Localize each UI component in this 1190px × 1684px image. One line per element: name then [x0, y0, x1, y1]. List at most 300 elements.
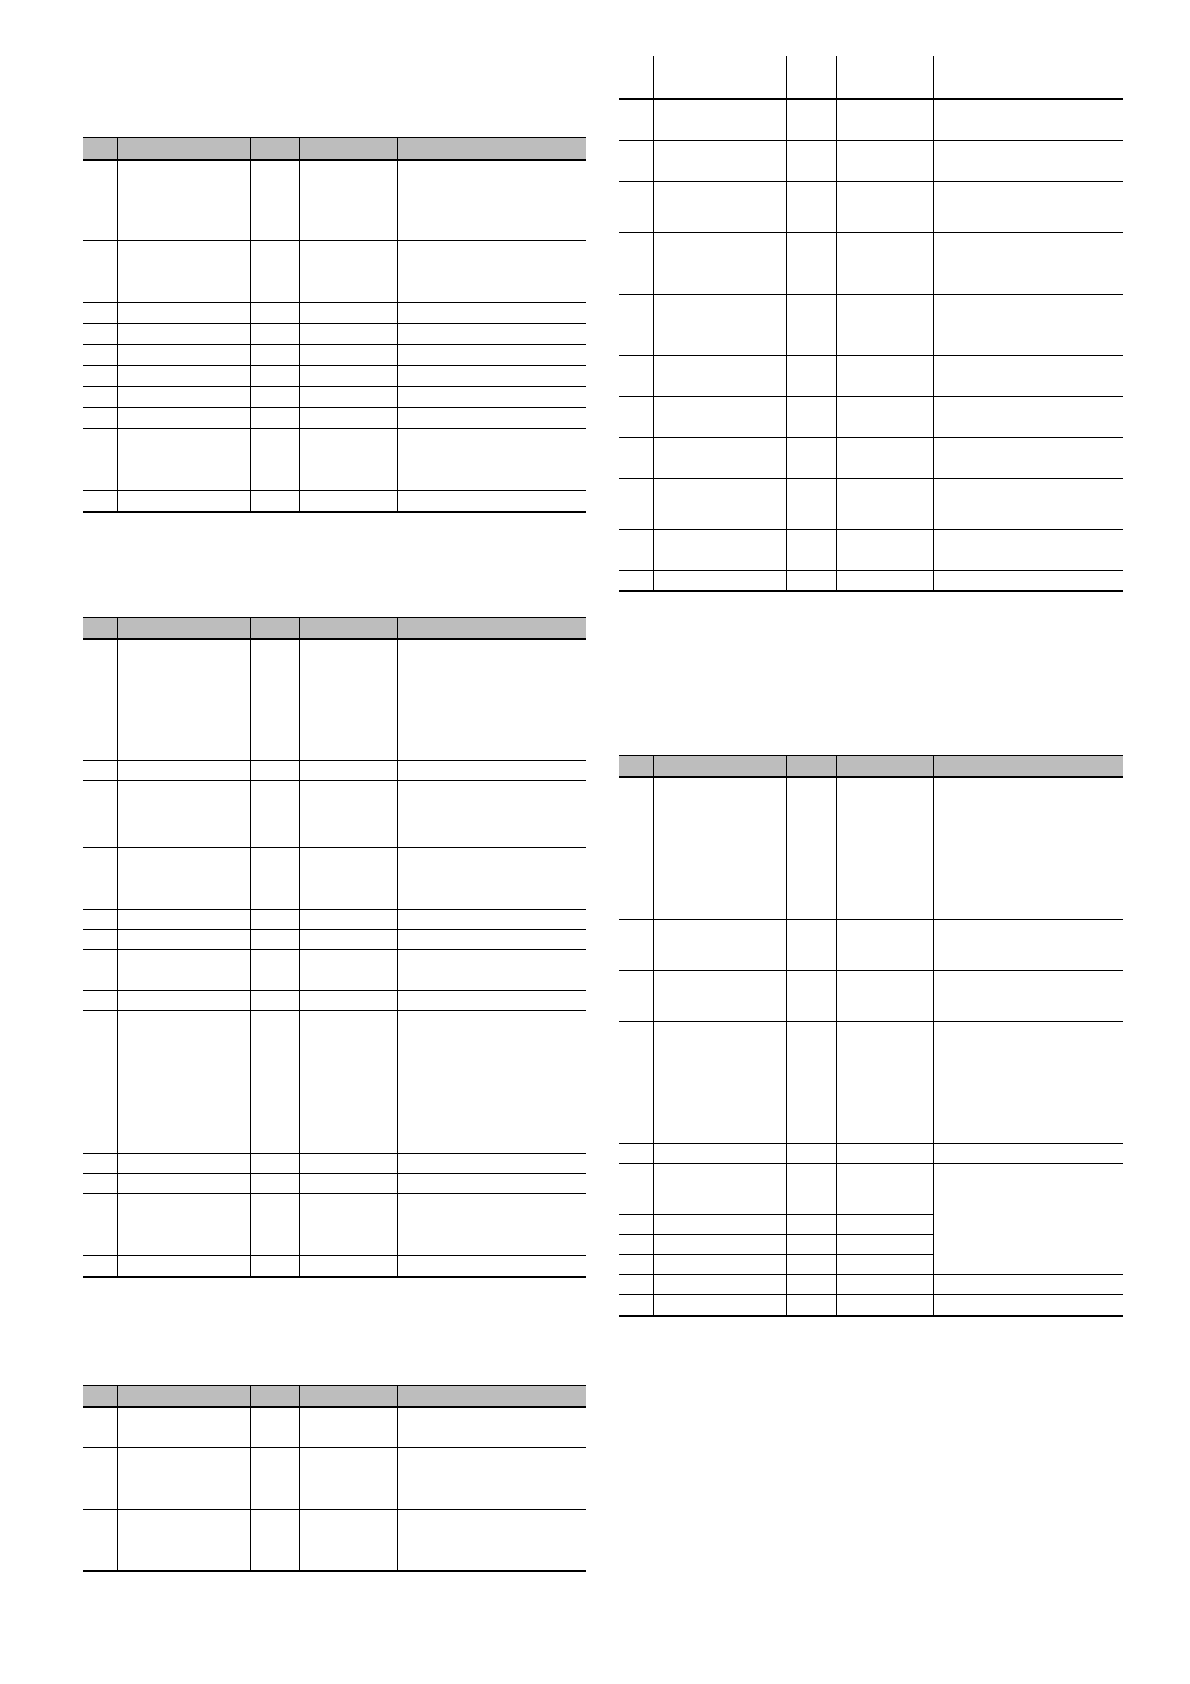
table-cell: [83, 160, 117, 241]
header-cell: [117, 1386, 250, 1407]
header-cell: [83, 618, 117, 639]
table-cell: [397, 345, 586, 366]
table-header-row: [83, 1386, 586, 1407]
table-cell: [933, 920, 1123, 971]
table-row: [83, 491, 586, 512]
table-cell: [299, 241, 397, 303]
table-cell: [619, 355, 653, 396]
table-cell: [836, 99, 933, 140]
table-cell: [619, 1295, 653, 1316]
table-row: [83, 387, 586, 408]
table-5: [619, 755, 1123, 1317]
table-cell: [117, 1510, 250, 1571]
table-cell: [83, 950, 117, 991]
table-cell: [619, 1275, 653, 1295]
table-cell: [619, 1164, 653, 1215]
table-row: [619, 920, 1123, 971]
table-cell: [619, 232, 653, 294]
table-cell: [397, 930, 586, 950]
table-cell: [836, 396, 933, 437]
table-cell: [933, 1144, 1123, 1164]
table-cell: [836, 1022, 933, 1144]
table-row: [83, 1154, 586, 1174]
table-cell: [117, 1194, 250, 1256]
table-cell: [933, 1022, 1123, 1144]
table-cell: [836, 56, 933, 98]
table-cell: [786, 1255, 836, 1275]
table-cell: [786, 140, 836, 181]
table-cell: [250, 408, 299, 429]
header-cell: [117, 618, 250, 639]
table-cell: [836, 777, 933, 920]
table-cell: [933, 355, 1123, 396]
table-cell: [397, 408, 586, 429]
table-cell: [83, 639, 117, 761]
table-cell: [786, 1164, 836, 1215]
table-row: [619, 437, 1123, 478]
table-cell: [836, 1164, 933, 1215]
table-cell: [397, 639, 586, 761]
table-1: [83, 137, 586, 513]
table-cell: [786, 971, 836, 1022]
table-cell: [653, 294, 786, 355]
table-row: [83, 761, 586, 781]
table-cell: [836, 920, 933, 971]
table-row: [83, 429, 586, 491]
table-cell: [836, 1255, 933, 1275]
table-cell: [117, 1174, 250, 1194]
table-cell: [117, 408, 250, 429]
table-cell: [83, 1510, 117, 1571]
table-cell: [836, 232, 933, 294]
table-row: [83, 930, 586, 950]
header-cell: [83, 138, 117, 160]
table-cell: [250, 160, 299, 241]
table-cell: [933, 478, 1123, 529]
table-cell: [619, 140, 653, 181]
table-cell: [619, 1215, 653, 1235]
table-cell: [786, 437, 836, 478]
table-2: [83, 617, 586, 1278]
table-cell: [250, 1174, 299, 1194]
table-cell: [299, 1407, 397, 1448]
table-cell: [117, 1011, 250, 1154]
table-cell: [299, 1174, 397, 1194]
table-row: [619, 355, 1123, 396]
table-cell: [299, 950, 397, 991]
table-cell: [250, 1256, 299, 1277]
table-cell: [83, 781, 117, 848]
table-cell: [786, 181, 836, 232]
table-cell: [397, 1194, 586, 1256]
table-cell: [299, 991, 397, 1011]
table-cell: [250, 761, 299, 781]
table-cell: [299, 1448, 397, 1510]
table-cell: [786, 529, 836, 570]
table-cell: [299, 1154, 397, 1174]
table-cell: [117, 324, 250, 345]
table-cell: [117, 781, 250, 848]
table-cell: [933, 529, 1123, 570]
header-cell: [299, 138, 397, 160]
table-cell: [619, 396, 653, 437]
table-row: [83, 345, 586, 366]
table-row: [83, 303, 586, 324]
table-cell: [836, 1275, 933, 1295]
table-4: [619, 56, 1123, 592]
table-cell: [83, 387, 117, 408]
table-cell: [250, 950, 299, 991]
table-cell: [619, 1144, 653, 1164]
table-cell: [653, 971, 786, 1022]
table-cell: [83, 910, 117, 930]
table-cell: [786, 1022, 836, 1144]
table-cell: [786, 570, 836, 591]
table-cell: [786, 777, 836, 920]
table-cell: [933, 777, 1123, 920]
table-row: [619, 232, 1123, 294]
table-row: [83, 1011, 586, 1154]
table-cell: [653, 437, 786, 478]
table-header-row: [83, 618, 586, 639]
table-cell: [397, 160, 586, 241]
header-cell: [397, 138, 586, 160]
table-cell: [83, 303, 117, 324]
table-cell: [653, 570, 786, 591]
table-cell: [117, 930, 250, 950]
header-cell: [83, 1386, 117, 1407]
table-cell: [836, 1144, 933, 1164]
table-cell: [786, 478, 836, 529]
table-cell: [83, 1154, 117, 1174]
table-cell: [397, 491, 586, 512]
header-cell: [786, 756, 836, 777]
table-cell: [397, 366, 586, 387]
table-cell: [653, 56, 786, 98]
table-cell: [653, 99, 786, 140]
table-row: [83, 241, 586, 303]
table-cell: [653, 1164, 786, 1215]
table-cell: [299, 324, 397, 345]
table-cell: [83, 429, 117, 491]
table-cell: [786, 56, 836, 98]
table-cell: [83, 1174, 117, 1194]
table-row: [619, 1295, 1123, 1316]
table-cell: [619, 1022, 653, 1144]
table-cell: [250, 303, 299, 324]
table-cell: [836, 529, 933, 570]
table-cell: [397, 1154, 586, 1174]
table-cell: [83, 1256, 117, 1277]
table-cell: [299, 848, 397, 910]
table-row: [619, 56, 1123, 98]
table-row: [619, 529, 1123, 570]
table-cell: [250, 848, 299, 910]
table-cell: [250, 1154, 299, 1174]
table-cell: [299, 1510, 397, 1571]
table-cell: [250, 324, 299, 345]
table-cell: [397, 991, 586, 1011]
table-cell: [83, 1407, 117, 1448]
table-cell: [397, 303, 586, 324]
table-row: [619, 181, 1123, 232]
table-cell: [836, 355, 933, 396]
table-cell: [619, 971, 653, 1022]
table-cell: [836, 478, 933, 529]
table-cell: [397, 429, 586, 491]
header-cell: [250, 618, 299, 639]
table-cell: [250, 639, 299, 761]
table-cell: [299, 429, 397, 491]
table-cell: [653, 1295, 786, 1316]
header-cell: [250, 1386, 299, 1407]
table-cell: [299, 408, 397, 429]
table-cell: [250, 366, 299, 387]
table-cell: [83, 848, 117, 910]
table-cell: [836, 1235, 933, 1255]
table-cell: [653, 1235, 786, 1255]
header-cell: [619, 756, 653, 777]
header-cell: [653, 756, 786, 777]
table-cell: [299, 1011, 397, 1154]
table-cell: [117, 160, 250, 241]
table-cell: [83, 324, 117, 345]
table-cell: [83, 345, 117, 366]
table-cell: [786, 294, 836, 355]
table-cell: [933, 294, 1123, 355]
table-row: [619, 1275, 1123, 1295]
table-cell: [397, 761, 586, 781]
table-3: [83, 1385, 586, 1572]
header-cell: [397, 1386, 586, 1407]
table-cell: [250, 1011, 299, 1154]
table-cell: [397, 781, 586, 848]
table-cell: [250, 345, 299, 366]
table-row: [619, 478, 1123, 529]
header-cell: [117, 138, 250, 160]
table-cell: [117, 761, 250, 781]
table-row: [619, 570, 1123, 591]
table-cell: [397, 387, 586, 408]
table-cell: [619, 570, 653, 591]
table-cell: [619, 181, 653, 232]
table-cell: [653, 920, 786, 971]
header-cell: [397, 618, 586, 639]
table-cell: [786, 920, 836, 971]
header-cell: [250, 138, 299, 160]
table-cell: [397, 848, 586, 910]
table-cell: [250, 1407, 299, 1448]
table-cell: [836, 437, 933, 478]
table-cell: [397, 324, 586, 345]
table-cell: [83, 1448, 117, 1510]
table-cell: [299, 387, 397, 408]
table-cell: [250, 387, 299, 408]
table-cell: [299, 303, 397, 324]
table-cell: [933, 1295, 1123, 1316]
table-cell: [653, 232, 786, 294]
table-row: [619, 1164, 1123, 1215]
table-cell: [397, 1256, 586, 1277]
table-row: [83, 991, 586, 1011]
table-row: [83, 324, 586, 345]
table-row: [619, 396, 1123, 437]
table-cell: [250, 1510, 299, 1571]
table-cell: [786, 396, 836, 437]
table-cell: [619, 56, 653, 98]
table-cell: [653, 1255, 786, 1275]
table-cell: [397, 1011, 586, 1154]
table-cell: [117, 387, 250, 408]
table-cell: [786, 1275, 836, 1295]
table-row: [83, 1407, 586, 1448]
table-row: [83, 848, 586, 910]
header-cell: [836, 756, 933, 777]
table-row: [83, 639, 586, 761]
table-cell: [933, 570, 1123, 591]
table-row: [83, 1194, 586, 1256]
table-row: [83, 781, 586, 848]
table-cell: [299, 345, 397, 366]
table-cell: [250, 491, 299, 512]
table-cell: [653, 396, 786, 437]
table-cell: [250, 1448, 299, 1510]
table-cell: [299, 639, 397, 761]
table-cell: [117, 950, 250, 991]
table-header-row: [83, 138, 586, 160]
table-cell: [619, 1235, 653, 1255]
table-cell: [299, 491, 397, 512]
table-cell: [299, 366, 397, 387]
table-cell: [117, 1448, 250, 1510]
table-row: [83, 1174, 586, 1194]
table-cell: [117, 639, 250, 761]
table-cell: [653, 1275, 786, 1295]
table-cell: [250, 781, 299, 848]
table-row: [83, 1256, 586, 1277]
table-cell: [83, 991, 117, 1011]
table-cell: [933, 1164, 1123, 1275]
table-cell: [653, 1144, 786, 1164]
table-cell: [299, 761, 397, 781]
table-cell: [933, 99, 1123, 140]
table-cell: [117, 345, 250, 366]
table-cell: [299, 781, 397, 848]
table-cell: [117, 429, 250, 491]
table-cell: [83, 408, 117, 429]
table-cell: [397, 1174, 586, 1194]
table-cell: [933, 437, 1123, 478]
table-row: [83, 408, 586, 429]
table-cell: [836, 294, 933, 355]
table-cell: [117, 1407, 250, 1448]
table-cell: [397, 1510, 586, 1571]
table-cell: [786, 99, 836, 140]
table-row: [83, 1448, 586, 1510]
table-cell: [250, 991, 299, 1011]
table-cell: [83, 491, 117, 512]
table-cell: [117, 910, 250, 930]
table-row: [83, 366, 586, 387]
table-row: [83, 160, 586, 241]
table-cell: [933, 1275, 1123, 1295]
table-row: [619, 294, 1123, 355]
table-cell: [83, 1011, 117, 1154]
table-cell: [250, 241, 299, 303]
table-cell: [83, 241, 117, 303]
table-cell: [933, 971, 1123, 1022]
table-cell: [299, 910, 397, 930]
table-cell: [933, 181, 1123, 232]
table-cell: [397, 241, 586, 303]
table-cell: [397, 1448, 586, 1510]
table-cell: [653, 1022, 786, 1144]
table-cell: [933, 56, 1123, 98]
table-cell: [117, 991, 250, 1011]
table-cell: [653, 1215, 786, 1235]
header-cell: [299, 618, 397, 639]
table-cell: [653, 355, 786, 396]
table-cell: [397, 950, 586, 991]
table-cell: [117, 303, 250, 324]
table-row: [619, 1022, 1123, 1144]
table-cell: [836, 570, 933, 591]
table-cell: [933, 396, 1123, 437]
table-cell: [83, 366, 117, 387]
table-cell: [786, 232, 836, 294]
table-cell: [117, 1154, 250, 1174]
table-cell: [836, 181, 933, 232]
table-cell: [619, 437, 653, 478]
table-cell: [653, 181, 786, 232]
table-cell: [653, 777, 786, 920]
table-row: [619, 140, 1123, 181]
table-cell: [397, 1407, 586, 1448]
table-row: [83, 950, 586, 991]
table-cell: [250, 429, 299, 491]
table-cell: [83, 930, 117, 950]
table-row: [83, 1510, 586, 1571]
header-cell: [933, 756, 1123, 777]
table-cell: [619, 294, 653, 355]
table-cell: [619, 99, 653, 140]
table-cell: [83, 761, 117, 781]
table-cell: [836, 140, 933, 181]
table-cell: [619, 1255, 653, 1275]
table-cell: [117, 241, 250, 303]
table-cell: [786, 1235, 836, 1255]
table-cell: [619, 529, 653, 570]
table-cell: [397, 910, 586, 930]
table-cell: [786, 1215, 836, 1235]
table-cell: [836, 1215, 933, 1235]
table-cell: [299, 1194, 397, 1256]
table-cell: [117, 366, 250, 387]
table-cell: [653, 140, 786, 181]
table-cell: [299, 1256, 397, 1277]
table-cell: [117, 491, 250, 512]
table-cell: [83, 1194, 117, 1256]
table-cell: [250, 910, 299, 930]
header-cell: [299, 1386, 397, 1407]
table-cell: [117, 1256, 250, 1277]
table-cell: [117, 848, 250, 910]
table-row: [619, 99, 1123, 140]
table-cell: [786, 355, 836, 396]
table-cell: [619, 777, 653, 920]
table-cell: [619, 478, 653, 529]
table-cell: [619, 920, 653, 971]
